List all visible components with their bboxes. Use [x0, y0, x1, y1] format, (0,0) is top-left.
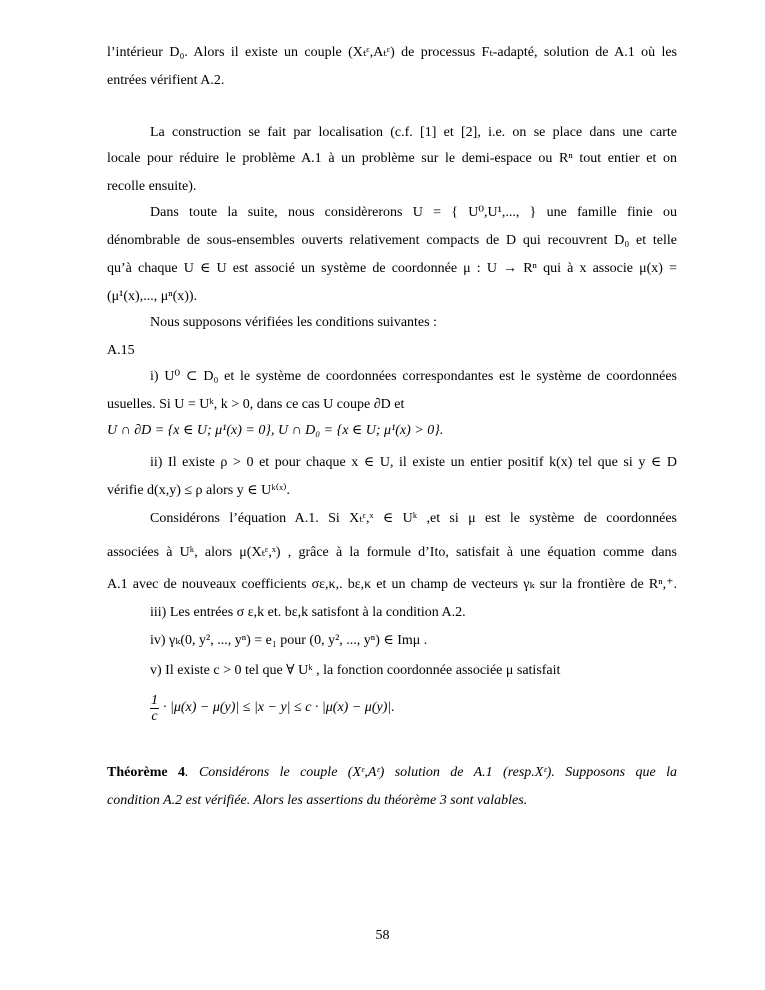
text-line: associées à Uᵏ, alors μ(Xₜᵋ,ˣ) , grâce à la formule d’Ito, satisfait à une équation comme dans	[107, 545, 677, 560]
text-line: A.1 avec de nouveaux coefficients σε,κ,. bε,κ et un champ de vecteurs γₖ sur la frontière de Rⁿ,⁺.	[107, 577, 677, 592]
page-number: 58	[375, 928, 390, 943]
theorem-line	[107, 764, 677, 782]
text-line: usuelles. Si U = Uᵏ, k > 0, dans ce cas U coupe ∂D et	[107, 397, 405, 412]
fraction-denominator: c	[151, 708, 158, 724]
theorem-text: . Considérons le couple (Xᵋ,Aᵋ) solution de A.1 (resp.Xᵋ). Supposons que la	[185, 765, 677, 780]
math-formula: U ∩ ∂D = {x ∈ U; μ¹(x) = 0}, U ∩ D₀ = {x ∈ U; μ¹(x) > 0}.	[107, 423, 444, 438]
inequality: · |μ(x) − μ(y)| ≤ |x − y| ≤ c · |μ(x) − μ(y)|.	[163, 700, 395, 715]
fraction-numerator: 1	[151, 692, 158, 708]
text-line: La construction se fait par localisation (c.f. [1] et [2], i.e. on se place dans une carte	[150, 125, 677, 140]
text-line: vérifie d(x,y) ≤ ρ alors y ∈ Uᵏ⁽ˣ⁾.	[107, 483, 291, 498]
section-label: A.15	[107, 343, 135, 358]
text-line: v) Il existe c > 0 tel que ∀ Uᵏ , la fonction coordonnée associée μ satisfait	[150, 663, 561, 678]
text-line: Considérons l’équation A.1. Si Xₜᵋ,ˣ ∈ Uᵏ ,et si μ est le système de coordonnées	[150, 511, 677, 526]
math-formula	[150, 690, 677, 726]
text-line: recolle ensuite).	[107, 179, 197, 194]
text-line: Dans toute la suite, nous considèrerons U = { U⁰,U¹,..., } une famille finie ou	[150, 205, 677, 220]
text-line: ii) Il existe ρ > 0 et pour chaque x ∈ U, il existe un entier positif k(x) tel que si y ∈ D	[150, 455, 677, 470]
text-line: dénombrable de sous-ensembles ouverts relativement compacts de D qui recouvrent D₀ et telle	[107, 233, 677, 248]
theorem-label: Théorème 4	[107, 765, 186, 780]
text-line: Nous supposons vérifiées les conditions suivantes :	[150, 315, 437, 330]
text-line: entrées vérifient A.2.	[107, 73, 225, 88]
text-line: (μ¹(x),..., μⁿ(x)).	[107, 289, 198, 304]
text-line: l’intérieur D₀. Alors il existe un couple (Xₜᵋ,Aₜᵋ) de processus Fₜ-adapté, solution de A.1 où les	[107, 45, 677, 60]
theorem-line: condition A.2 est vérifiée. Alors les assertions du théorème 3 sont valables.	[107, 793, 528, 808]
math-formula: iv) γₖ(0, y², ..., yⁿ) = e₁ pour (0, y², ..., yⁿ) ∈ Imμ .	[150, 633, 428, 648]
text-line: iii) Les entrées σ ε,k et. bε,k satisfont à la condition A.2.	[150, 605, 466, 620]
text-line: i) U⁰ ⊂ D₀ et le système de coordonnées correspondantes est le système de coordonnées	[150, 369, 677, 384]
text-line: qu’à chaque U ∈ U est associé un système de coordonnée μ : U → Rⁿ qui à x associe μ(x) =	[107, 261, 677, 276]
text-line: locale pour réduire le problème A.1 à un problème sur le demi-espace ou Rⁿ tout entier et on	[107, 151, 677, 166]
fraction	[150, 693, 159, 724]
